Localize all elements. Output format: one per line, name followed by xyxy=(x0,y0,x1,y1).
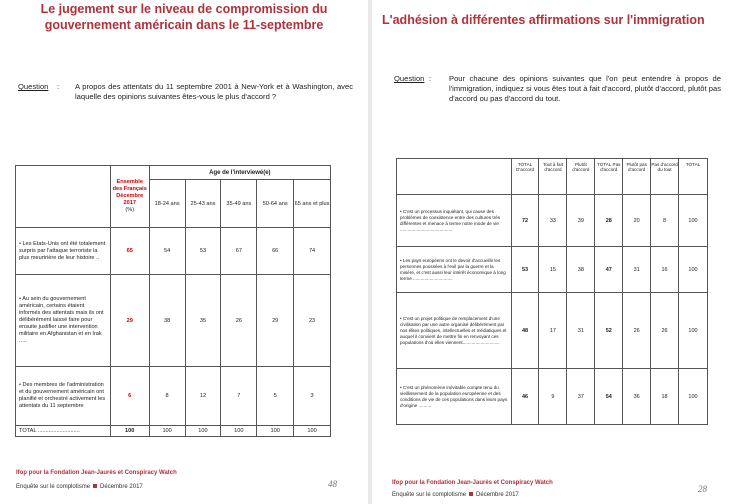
row-value: 33 xyxy=(539,195,567,247)
row-value-total-disagree: 28 xyxy=(595,195,623,247)
row-value: 9 xyxy=(539,369,567,425)
total-value: 100 xyxy=(257,426,294,437)
header-age-col: 50-64 ans xyxy=(257,180,294,228)
row-value: 18 xyxy=(651,369,679,425)
row-value: 39 xyxy=(567,195,595,247)
header-ensemble-label: Ensemble des Français Décembre 2017 xyxy=(112,179,147,206)
row-value: 100 xyxy=(679,195,708,247)
left-page-title: Le jugement sur le niveau de compromission du gouvernement américain dans le 11-septembre xyxy=(40,2,328,32)
row-value: 8 xyxy=(149,367,185,426)
header-blank-cell xyxy=(16,166,111,228)
row-value: 26 xyxy=(623,293,651,369)
total-row xyxy=(16,426,331,437)
row-label: • C'est un processus inquiétant, qui cause des problèmes de coexistence entre des cultures très différentes et menace à terme notre mode de vie ......................................... xyxy=(397,195,512,247)
row-value: 67 xyxy=(221,228,257,275)
header-age-col: 18-24 ans xyxy=(149,180,185,228)
row-value: 3 xyxy=(294,367,331,426)
left-question-text: A propos des attentats du 11 septembre 2001 à New-York et à Washington, avec laquelle des opinions suivantes êtes-vous le plus d'accord ? xyxy=(75,82,353,101)
row-value-total-agree: 46 xyxy=(511,369,539,425)
header-col: TOTAL Pas d'accord xyxy=(595,159,623,195)
left-page-number: 48 xyxy=(328,479,337,489)
row-value: 8 xyxy=(651,195,679,247)
right-question-colon: : xyxy=(429,74,432,83)
row-value: 20 xyxy=(623,195,651,247)
total-value: 100 xyxy=(149,426,185,437)
table-row xyxy=(397,293,708,369)
row-value: 100 xyxy=(679,247,708,293)
total-value-ensemble: 100 xyxy=(110,426,149,437)
left-question-label: Question xyxy=(18,82,49,91)
table-row xyxy=(16,228,331,275)
row-value: 26 xyxy=(221,275,257,367)
square-bullet-icon xyxy=(469,492,473,496)
header-age-col: 35-49 ans xyxy=(221,180,257,228)
row-value: 7 xyxy=(221,367,257,426)
row-value: 17 xyxy=(539,293,567,369)
right-page-title: L'adhésion à différentes affirmations sur l'immigration xyxy=(382,13,705,27)
total-label: TOTAL ........................... xyxy=(16,426,111,437)
square-bullet-icon xyxy=(93,484,97,488)
row-value: 35 xyxy=(185,275,221,367)
row-value-total-agree: 48 xyxy=(511,293,539,369)
table-row xyxy=(397,247,708,293)
right-question-text: Pour chacune des opinions suivantes que l'on peut entendre à propos de l'immigration, indiquez si vous êtes tout à fait d'accord, plutôt d'accord, plutôt pas d'accord ou pas d'accord du tout. xyxy=(449,74,721,103)
row-value: 53 xyxy=(185,228,221,275)
header-col: TOTAL xyxy=(679,159,708,195)
right-footer-survey: Enquête sur le complotisme xyxy=(392,492,467,498)
row-label: • Les Etats-Unis ont été totalement surpris par l'attaque terroriste la plus meurtrière de leur histoire .. xyxy=(16,228,111,275)
table-row xyxy=(16,275,331,367)
right-results-table xyxy=(396,158,708,425)
right-footer-date: Décembre 2017 xyxy=(476,492,519,498)
row-value: 100 xyxy=(679,369,708,425)
total-value: 100 xyxy=(185,426,221,437)
row-value-ensemble: 65 xyxy=(110,228,149,275)
row-value: 37 xyxy=(567,369,595,425)
row-label: • Au sein du gouvernement américain, certains étaient informés des attentats mais ils ont délibérément laissé faire pour ensuite justifier une intervention militaire en Afghanistan et en Irak ..... xyxy=(16,275,111,367)
row-label: • Des membres de l'administration et du gouvernement américain ont planifié et orchestré activement les attentats du 11 septembre xyxy=(16,367,111,426)
row-value: 38 xyxy=(567,247,595,293)
table-row xyxy=(16,367,331,426)
row-value-total-disagree: 52 xyxy=(595,293,623,369)
row-value: 26 xyxy=(651,293,679,369)
row-value-total-agree: 53 xyxy=(511,247,539,293)
header-age-group: Age de l'interviewé(e) xyxy=(149,166,330,180)
left-results-table xyxy=(15,165,331,437)
row-value: 38 xyxy=(149,275,185,367)
header-col: Tout à fait d'accord xyxy=(539,159,567,195)
table-row xyxy=(397,369,708,425)
header-col: Plutôt d'accord xyxy=(567,159,595,195)
row-value: 74 xyxy=(294,228,331,275)
row-label: • C'est un projet politique de remplacement d'une civilisation par une autre organisé délibérément par nos élites politiques, intellectuelles et médiatiques et auquel il convient de mettre fin en renvoyant ces populations d'où elles viennent............................. xyxy=(397,293,512,369)
row-value-ensemble: 6 xyxy=(110,367,149,426)
row-value-total-agree: 72 xyxy=(511,195,539,247)
left-question-colon: : xyxy=(57,82,60,91)
row-value: 23 xyxy=(294,275,331,367)
header-col: TOTAL D'accord xyxy=(511,159,539,195)
right-footer-org: Ifop pour la Fondation Jean-Jaurès et Conspiracy Watch xyxy=(392,480,553,486)
row-label: • C'est un phénomène inévitable compte tenu du vieillissement de la population européenne et des conditions de vie de ces populations dans leurs pays d'origine .......... xyxy=(397,369,512,425)
row-value-total-disagree: 54 xyxy=(595,369,623,425)
left-footer-sub xyxy=(16,484,143,490)
row-value: 54 xyxy=(149,228,185,275)
header-ensemble-cell xyxy=(110,166,149,228)
row-value: 100 xyxy=(679,293,708,369)
right-question-label: Question xyxy=(394,74,425,83)
right-page xyxy=(372,0,737,504)
header-age-col: 25-43 ans xyxy=(185,180,221,228)
right-page-number: 28 xyxy=(698,484,707,494)
header-ensemble-pct: (%) xyxy=(125,207,135,213)
row-value: 31 xyxy=(567,293,595,369)
row-value: 36 xyxy=(623,369,651,425)
left-footer-survey: Enquête sur le complotisme xyxy=(16,484,91,490)
row-value: 5 xyxy=(257,367,294,426)
header-age-col: 65 ans et plus xyxy=(294,180,331,228)
row-value: 66 xyxy=(257,228,294,275)
row-value-ensemble: 29 xyxy=(110,275,149,367)
left-page xyxy=(0,0,368,504)
row-value: 15 xyxy=(539,247,567,293)
left-footer-date: Décembre 2017 xyxy=(100,484,143,490)
row-value: 16 xyxy=(651,247,679,293)
header-blank-cell xyxy=(397,159,512,195)
table-row xyxy=(397,195,708,247)
row-value-total-disagree: 47 xyxy=(595,247,623,293)
row-label: • Les pays européens ont le devoir d'accueillir les personnes poussées à l'exil par la guerre et la misère, et c'est aussi leur intérêt économique à long terme ............................... xyxy=(397,247,512,293)
row-value: 29 xyxy=(257,275,294,367)
total-value: 100 xyxy=(294,426,331,437)
row-value: 31 xyxy=(623,247,651,293)
total-value: 100 xyxy=(221,426,257,437)
header-col: Plutôt pas d'accord xyxy=(623,159,651,195)
right-footer-sub xyxy=(392,492,519,498)
header-col: Pas d'accord du tout xyxy=(651,159,679,195)
row-value: 12 xyxy=(185,367,221,426)
left-footer-org: Ifop pour la Fondation Jean-Jaurès et Conspiracy Watch xyxy=(16,470,177,476)
